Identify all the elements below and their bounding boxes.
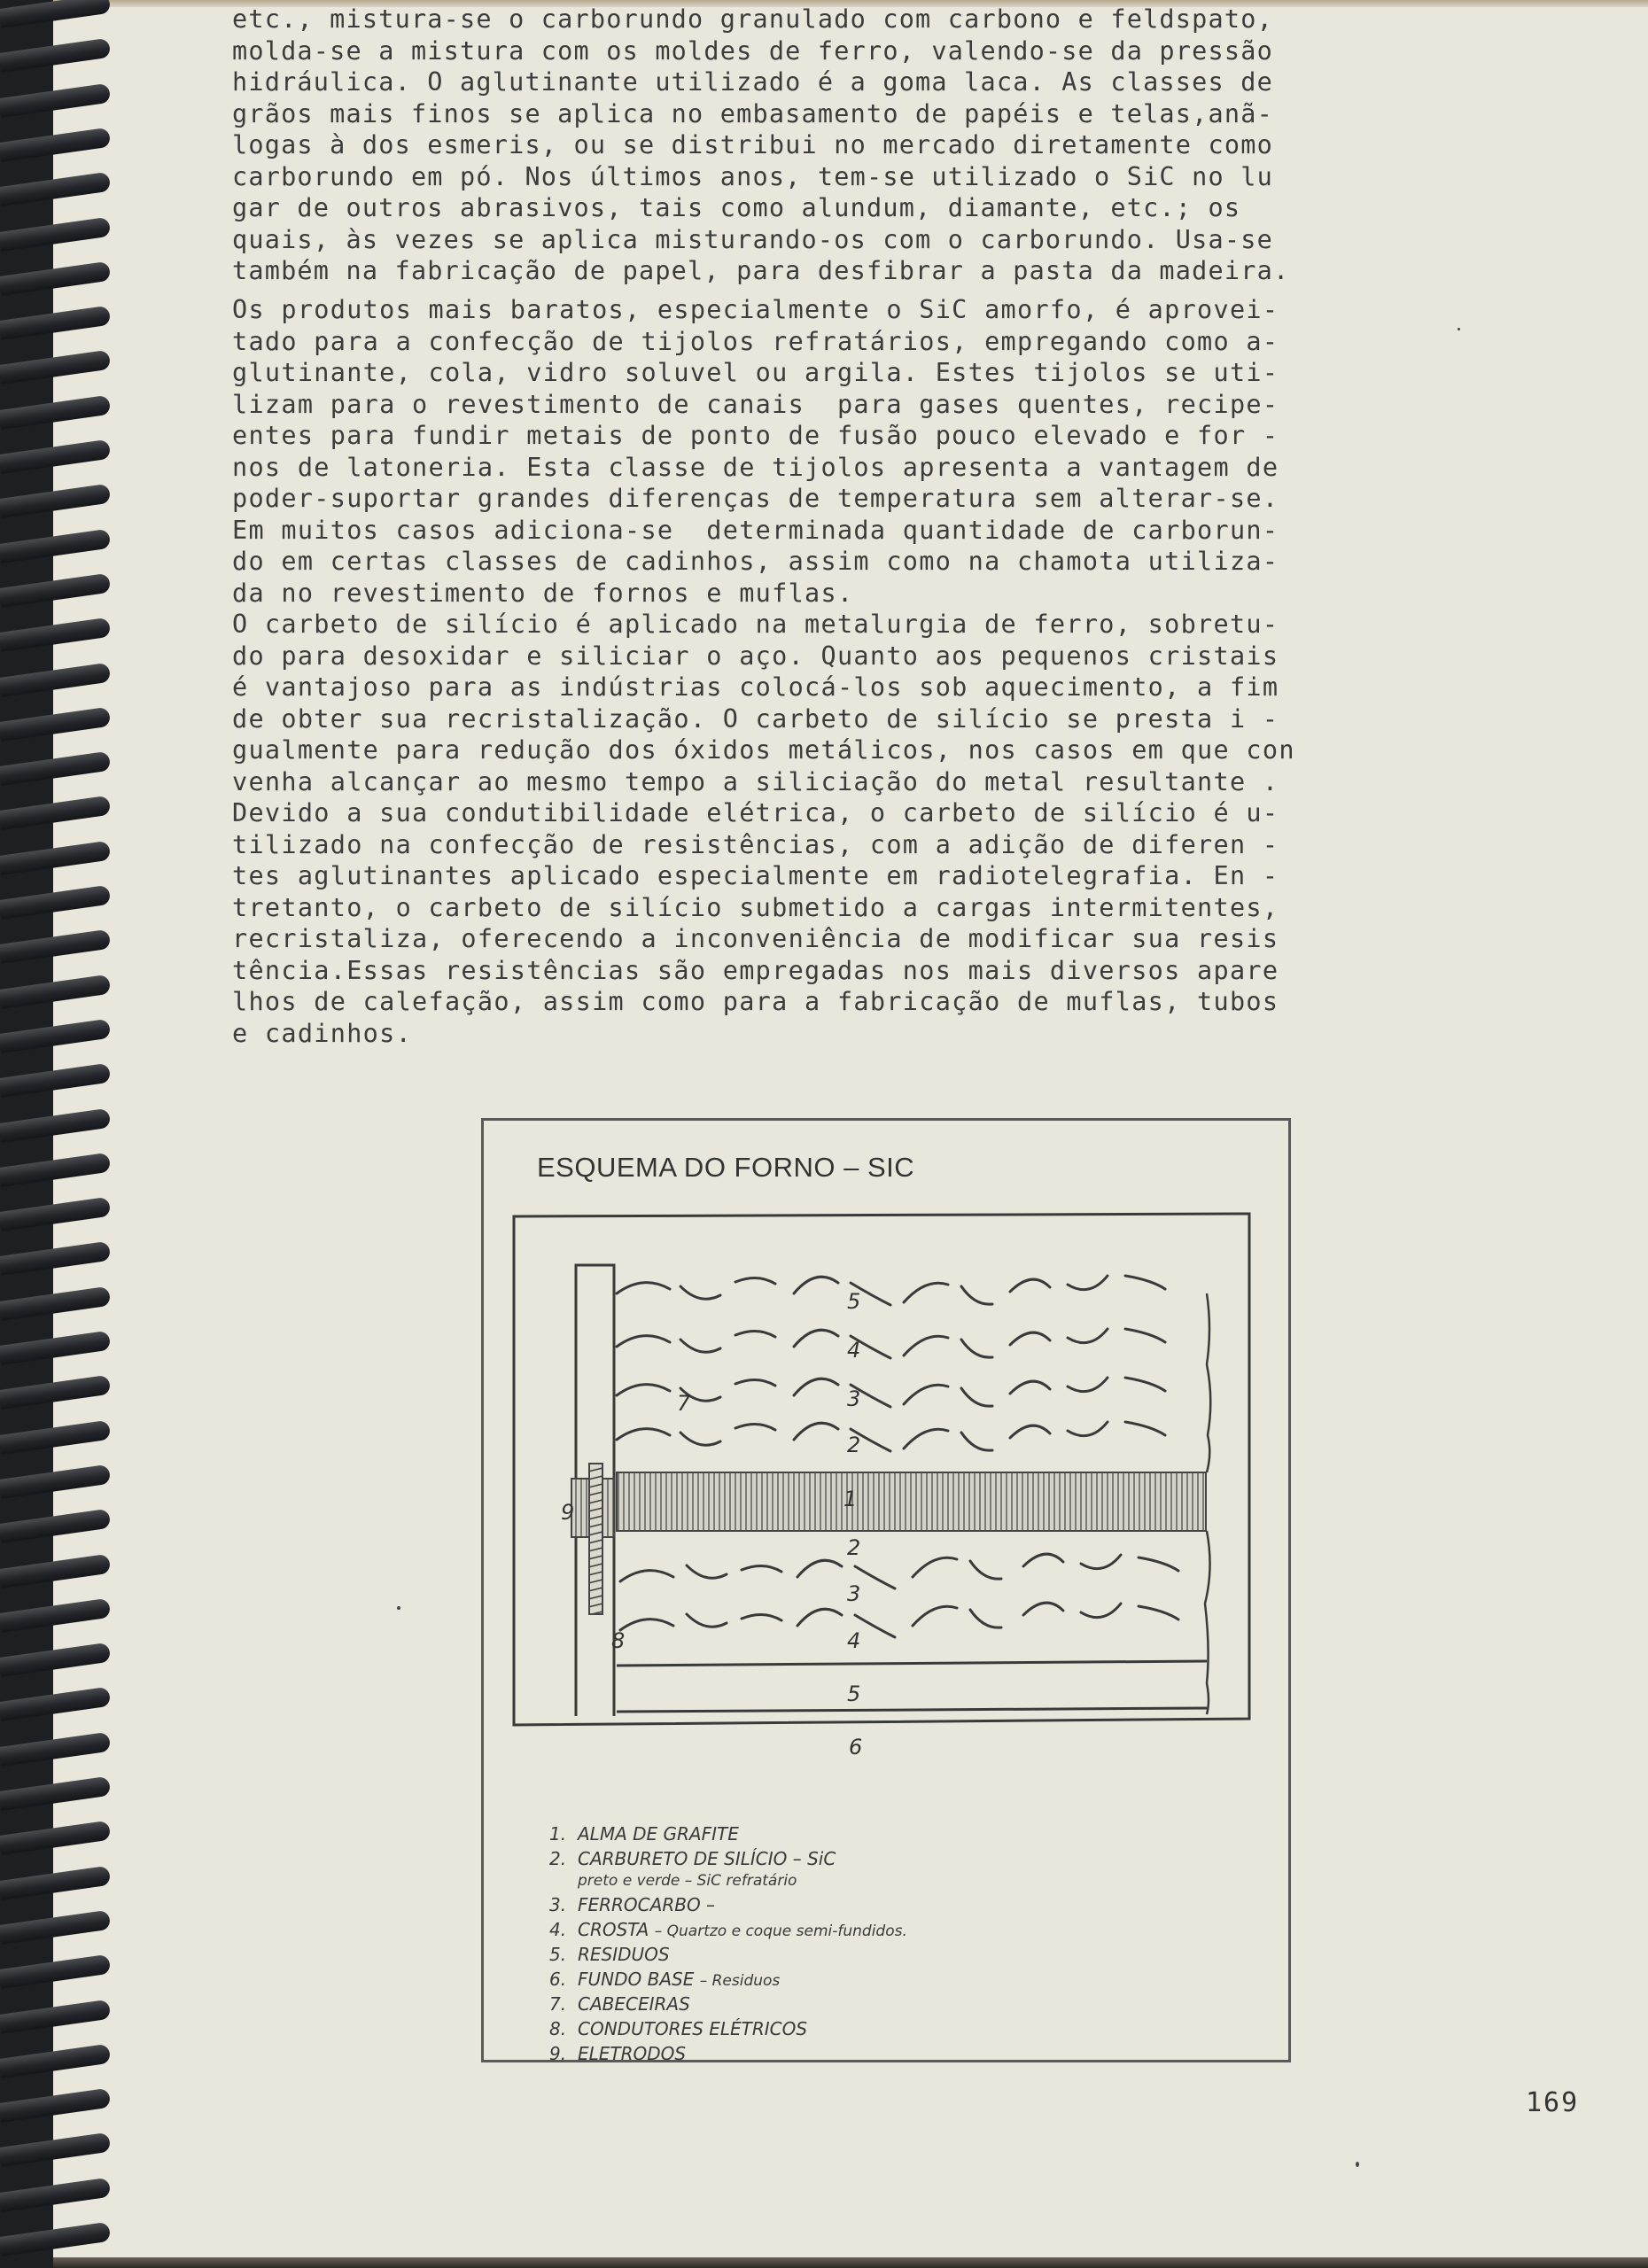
text-line: tência.Essas resistências são empregadas nos mais diversos apare — [232, 955, 1279, 985]
fundo-bottom-line — [617, 1708, 1207, 1712]
binding-coil — [0, 929, 111, 964]
paper-speck — [1458, 328, 1460, 330]
boundary-2-top — [617, 1422, 1165, 1451]
page-number: 169 — [1526, 2087, 1580, 2118]
binding-coil — [0, 1999, 111, 2033]
binding-coil — [0, 796, 111, 830]
binding-coil — [0, 707, 111, 742]
boundary-4-top — [617, 1329, 1165, 1358]
label-ferrocarbo-lower: 3 — [847, 1581, 861, 1606]
text-line: é vantajoso para as indústrias colocá-los sob aquecimento, a fim — [232, 672, 1279, 702]
paragraph-1 — [232, 4, 1508, 287]
label-residuos-upper: 5 — [847, 1289, 861, 1314]
binding-coil — [0, 1419, 111, 1454]
binding-coil — [0, 1509, 111, 1543]
label-crosta-lower: 4 — [847, 1628, 861, 1653]
legend-label: FERROCARBO – — [578, 1894, 716, 1915]
legend-label: FUNDO BASE — [578, 1969, 695, 1990]
graphite-core — [617, 1472, 1206, 1531]
binding-coil — [0, 350, 111, 384]
binding-coil — [0, 1731, 111, 1766]
text-line: quais, às vezes se aplica misturando-os com o carborundo. Usa-se — [232, 224, 1273, 254]
binding-coil — [0, 1285, 111, 1320]
text-line: carborundo em pó. Nos últimos anos, tem-se utilizado o SiC no lu — [232, 161, 1273, 191]
binding-coil — [0, 1553, 111, 1588]
binding-coil — [0, 484, 111, 518]
text-line: glutinante, cola, vidro soluvel ou argila. Estes tijolos se uti- — [232, 358, 1279, 387]
text-line: tado para a confecção de tijolos refratários, empregando como a- — [232, 326, 1279, 356]
text-line: tretanto, o carbeto de silício submetido a cargas intermitentes, — [232, 892, 1279, 922]
binding-coil — [0, 216, 111, 251]
binding-coil — [0, 38, 111, 73]
binding-coil — [0, 2088, 111, 2123]
text-line: logas à dos esmeris, ou se distribui no mercado diretamente como — [232, 130, 1273, 159]
binding-coil — [0, 1821, 111, 1855]
binding-coil — [0, 617, 111, 652]
binding-coil — [0, 1598, 111, 1633]
binding-coil — [0, 2044, 111, 2078]
label-sic-lower: 2 — [847, 1535, 861, 1560]
text-line: e cadinhos. — [232, 1018, 413, 1048]
legend-item — [549, 1942, 907, 1967]
paper-speck — [397, 1606, 400, 1610]
layer-boundaries — [617, 1276, 1178, 1637]
legend-item — [549, 1992, 907, 2016]
legend-item — [549, 1967, 907, 1992]
legend-number: 5. — [549, 1944, 567, 1965]
text-line: Em muitos casos adiciona-se determinada quantidade de carborun- — [232, 515, 1279, 545]
binding-coil — [0, 1910, 111, 1945]
text-line: de obter sua recristalização. O carbeto de silício se presta i - — [232, 703, 1279, 734]
legend-number: 1. — [549, 1823, 567, 1845]
label-sic-upper: 2 — [847, 1433, 861, 1457]
legend-number: 3. — [549, 1894, 567, 1915]
text-line: recristaliza, oferecendo a inconveniência de modificar sua resis — [232, 924, 1279, 953]
text-line: poder-suportar grandes diferenças de temperatura sem alterar-se. — [232, 484, 1279, 513]
binding-coil — [0, 1776, 111, 1811]
legend-item — [549, 1846, 907, 1871]
binding-coil — [0, 662, 111, 696]
legend-label: ALMA DE GRAFITE — [578, 1823, 739, 1845]
label-eletrodo: 9 — [561, 1500, 575, 1525]
binding-coil — [0, 974, 111, 1008]
legend-number: 9. — [549, 2043, 567, 2064]
binding-coil — [0, 128, 111, 162]
text-line: O carbeto de silício é aplicado na metalurgia de ferro, sobretu- — [232, 610, 1279, 639]
spiral-binding — [0, 0, 53, 2268]
legend-item — [549, 2016, 907, 2041]
legend-item — [549, 1892, 907, 1917]
paper-speck — [1356, 2162, 1359, 2167]
binding-coil — [0, 1153, 111, 1187]
text-line: do para desoxidar e siliciar o aço. Quanto aos pequenos cristais — [232, 641, 1279, 671]
text-line: hidráulica. O aglutinante utilizado é a goma laca. As classes de — [232, 67, 1273, 97]
legend-label: CONDUTORES ELÉTRICOS — [578, 2018, 808, 2039]
legend-label: RESIDUOS — [578, 1944, 670, 1965]
legend-number: 6. — [549, 1969, 567, 1990]
legend-sublabel: – Quartzo e coque semi-fundidos. — [654, 1922, 907, 1940]
legend-label: CARBURETO DE SILÍCIO – SiC — [578, 1848, 836, 1869]
fundo-top-line — [617, 1661, 1207, 1666]
boundary-4-bottom — [620, 1603, 1178, 1637]
boundary-5-top — [617, 1276, 1165, 1305]
binding-coil — [0, 1375, 111, 1410]
binding-coil — [0, 1331, 111, 1365]
legend-number: 4. — [549, 1919, 567, 1940]
conductor-rod — [589, 1464, 602, 1614]
binding-coil — [0, 1241, 111, 1276]
text-line: Devido a sua condutibilidade elétrica, o carbeto de silício é u- — [232, 798, 1279, 827]
text-line: gualmente para redução dos óxidos metálicos, nos casos em que con — [232, 735, 1295, 765]
legend-label: CABECEIRAS — [578, 1993, 690, 2015]
binding-coil — [0, 1063, 111, 1098]
text-line: tilizado na confecção de resistências, com a adição de diferen - — [232, 829, 1279, 859]
legend-item — [549, 1917, 907, 1942]
text-line: molda-se a mistura com os moldes de ferro, valendo-se da pressão — [232, 35, 1273, 66]
binding-coil — [0, 1865, 111, 1899]
binding-coil — [0, 840, 111, 874]
binding-coil — [0, 1464, 111, 1499]
binding-coil — [0, 1107, 111, 1142]
legend-number: 2. — [549, 1848, 567, 1869]
binding-coil — [0, 751, 111, 786]
label-condutor: 8 — [611, 1628, 626, 1653]
binding-coil — [0, 82, 111, 117]
diagram-legend — [549, 1821, 907, 2066]
text-line: etc., mistura-se o carborundo granulado com carbono e feldspato, — [232, 4, 1273, 34]
label-residuos-lower: 5 — [847, 1682, 861, 1706]
label-crosta-upper: 4 — [847, 1338, 861, 1363]
text-line: tes aglutinantes aplicado especialmente em radiotelegrafia. En - — [232, 861, 1279, 890]
binding-coil — [0, 1687, 111, 1721]
legend-item — [549, 1821, 907, 1846]
text-line: lizam para o revestimento de canais para gases quentes, recipe- — [232, 389, 1279, 419]
text-line: entes para fundir metais de ponto de fusão pouco elevado e for - — [232, 421, 1279, 450]
binding-coil — [0, 1019, 111, 1053]
binding-coil — [0, 0, 111, 28]
text-line: Os produtos mais baratos, especialmente o SiC amorfo, é aprovei- — [232, 295, 1279, 324]
binding-coil — [0, 172, 111, 206]
binding-coil — [0, 439, 111, 474]
text-line: grãos mais finos se aplica no embasamento de papéis e telas,anã- — [232, 98, 1273, 128]
text-line: da no revestimento de fornos e muflas. — [232, 578, 854, 608]
paragraph-2 — [232, 294, 1508, 1049]
binding-coil — [0, 394, 111, 429]
text-line: também na fabricação de papel, para desfibrar a pasta da madeira. — [232, 256, 1290, 285]
binding-coil — [0, 2177, 111, 2211]
binding-coil — [0, 2222, 111, 2256]
legend-label: CROSTA — [578, 1919, 649, 1940]
page-bottom-edge — [0, 2257, 1648, 2268]
binding-coil — [0, 1643, 111, 1677]
legend-sublabel: – Residuos — [699, 1972, 781, 1990]
text-line: gar de outros abrasivos, tais como alundum, diamante, etc.; os — [232, 193, 1241, 222]
text-line: nos de latoneria. Esta classe de tijolos apresenta a vantagem de — [232, 452, 1279, 482]
label-cabeceira: 7 — [677, 1391, 691, 1416]
text-line: lhos de calefação, assim como para a fabricação de muflas, tubos — [232, 987, 1279, 1016]
binding-coil — [0, 573, 111, 608]
binding-coil — [0, 261, 111, 296]
text-line: do em certas classes de cadinhos, assim como na chamota utiliza- — [232, 547, 1279, 576]
binding-coil — [0, 2132, 111, 2167]
furnace-diagram — [478, 1187, 1276, 1772]
legend-label: ELETRODOS — [578, 2043, 687, 2064]
legend-number: 8. — [549, 2018, 567, 2039]
binding-coil — [0, 1197, 111, 1231]
boundary-3-bottom — [620, 1554, 1178, 1588]
label-fundo: 6 — [849, 1735, 863, 1759]
label-core: 1 — [843, 1487, 858, 1511]
boundary-3-top — [617, 1378, 1165, 1407]
text-line: venha alcançar ao mesmo tempo a siliciação do metal resultante . — [232, 766, 1279, 796]
legend-number: 7. — [549, 1993, 567, 2015]
binding-coil — [0, 306, 111, 340]
binding-coil — [0, 1954, 111, 1989]
binding-coil — [0, 528, 111, 563]
binding-coil — [0, 885, 111, 920]
legend-item: preto e verde – SiC refratário — [578, 1872, 797, 1890]
diagram-title: ESQUEMA DO FORNO – SIC — [537, 1152, 915, 1183]
legend-item — [549, 2041, 907, 2066]
label-ferrocarbo-upper: 3 — [847, 1386, 861, 1411]
